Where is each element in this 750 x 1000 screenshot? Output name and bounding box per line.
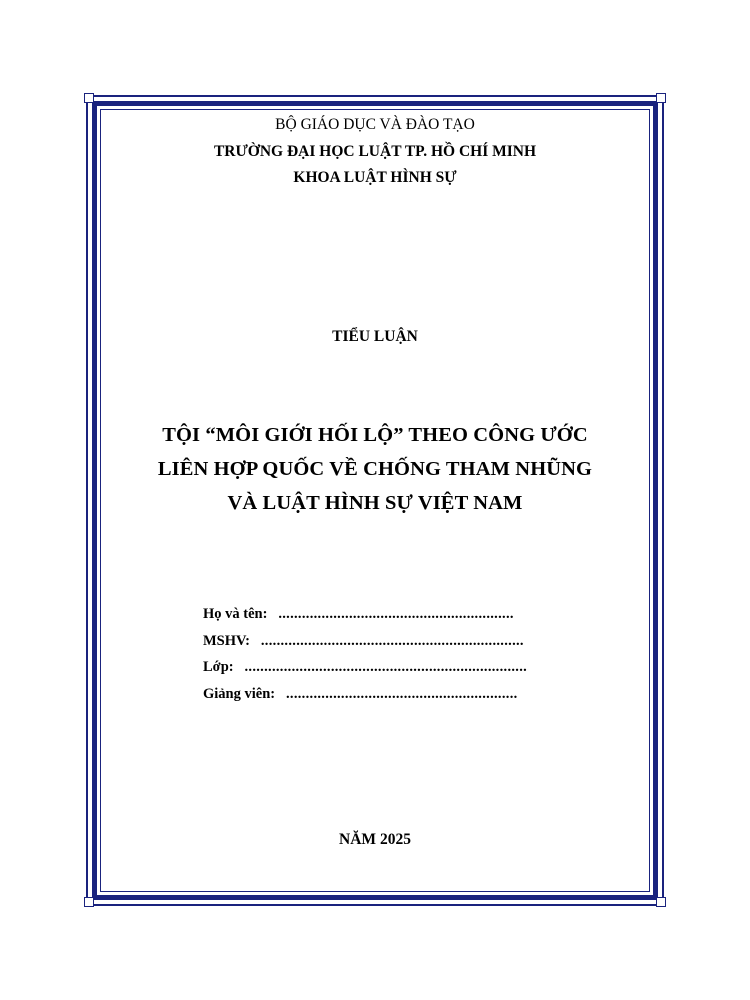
student-id-dotted-line: ................................................................... (260, 632, 524, 649)
info-row-name (203, 601, 543, 628)
border-corner-bottom-right (656, 897, 666, 907)
student-id-label: MSHV: (203, 632, 258, 649)
year-label: NĂM 2025 (339, 831, 411, 848)
document-type: TIỂU LUẬN (332, 328, 418, 345)
faculty-name: KHOA LUẬT HÌNH SỰ (293, 169, 457, 186)
name-label: Họ và tên: (203, 606, 275, 622)
university-name: TRƯỜNG ĐẠI HỌC LUẬT TP. HỒ CHÍ MINH (213, 143, 537, 160)
info-row-class (203, 654, 543, 681)
lecturer-label: Giảng viên: (203, 685, 283, 702)
title-line-2: LIÊN HỢP QUỐC VỀ CHỐNG THAM NHŨNG (157, 458, 593, 480)
info-row-student-id (203, 628, 543, 655)
title-line-3: VÀ LUẬT HÌNH SỰ VIỆT NAM (227, 492, 523, 514)
info-row-lecturer (203, 681, 543, 708)
title-line-1: TỘI “MÔI GIỚI HỐI LỘ” THEO CÔNG ƯỚC (162, 424, 588, 446)
lecturer-dotted-line: ........................................................... (285, 685, 518, 702)
border-corner-top-left (84, 93, 94, 103)
class-dotted-line: ........................................................................ (244, 659, 528, 675)
name-dotted-line: ............................................................ (278, 606, 514, 622)
ministry-name: BỘ GIÁO DỤC VÀ ĐÀO TẠO (275, 116, 475, 133)
border-corner-top-right (656, 93, 666, 103)
border-corner-bottom-left (84, 897, 94, 907)
student-info-block (203, 601, 543, 707)
class-label: Lớp: (203, 659, 241, 675)
